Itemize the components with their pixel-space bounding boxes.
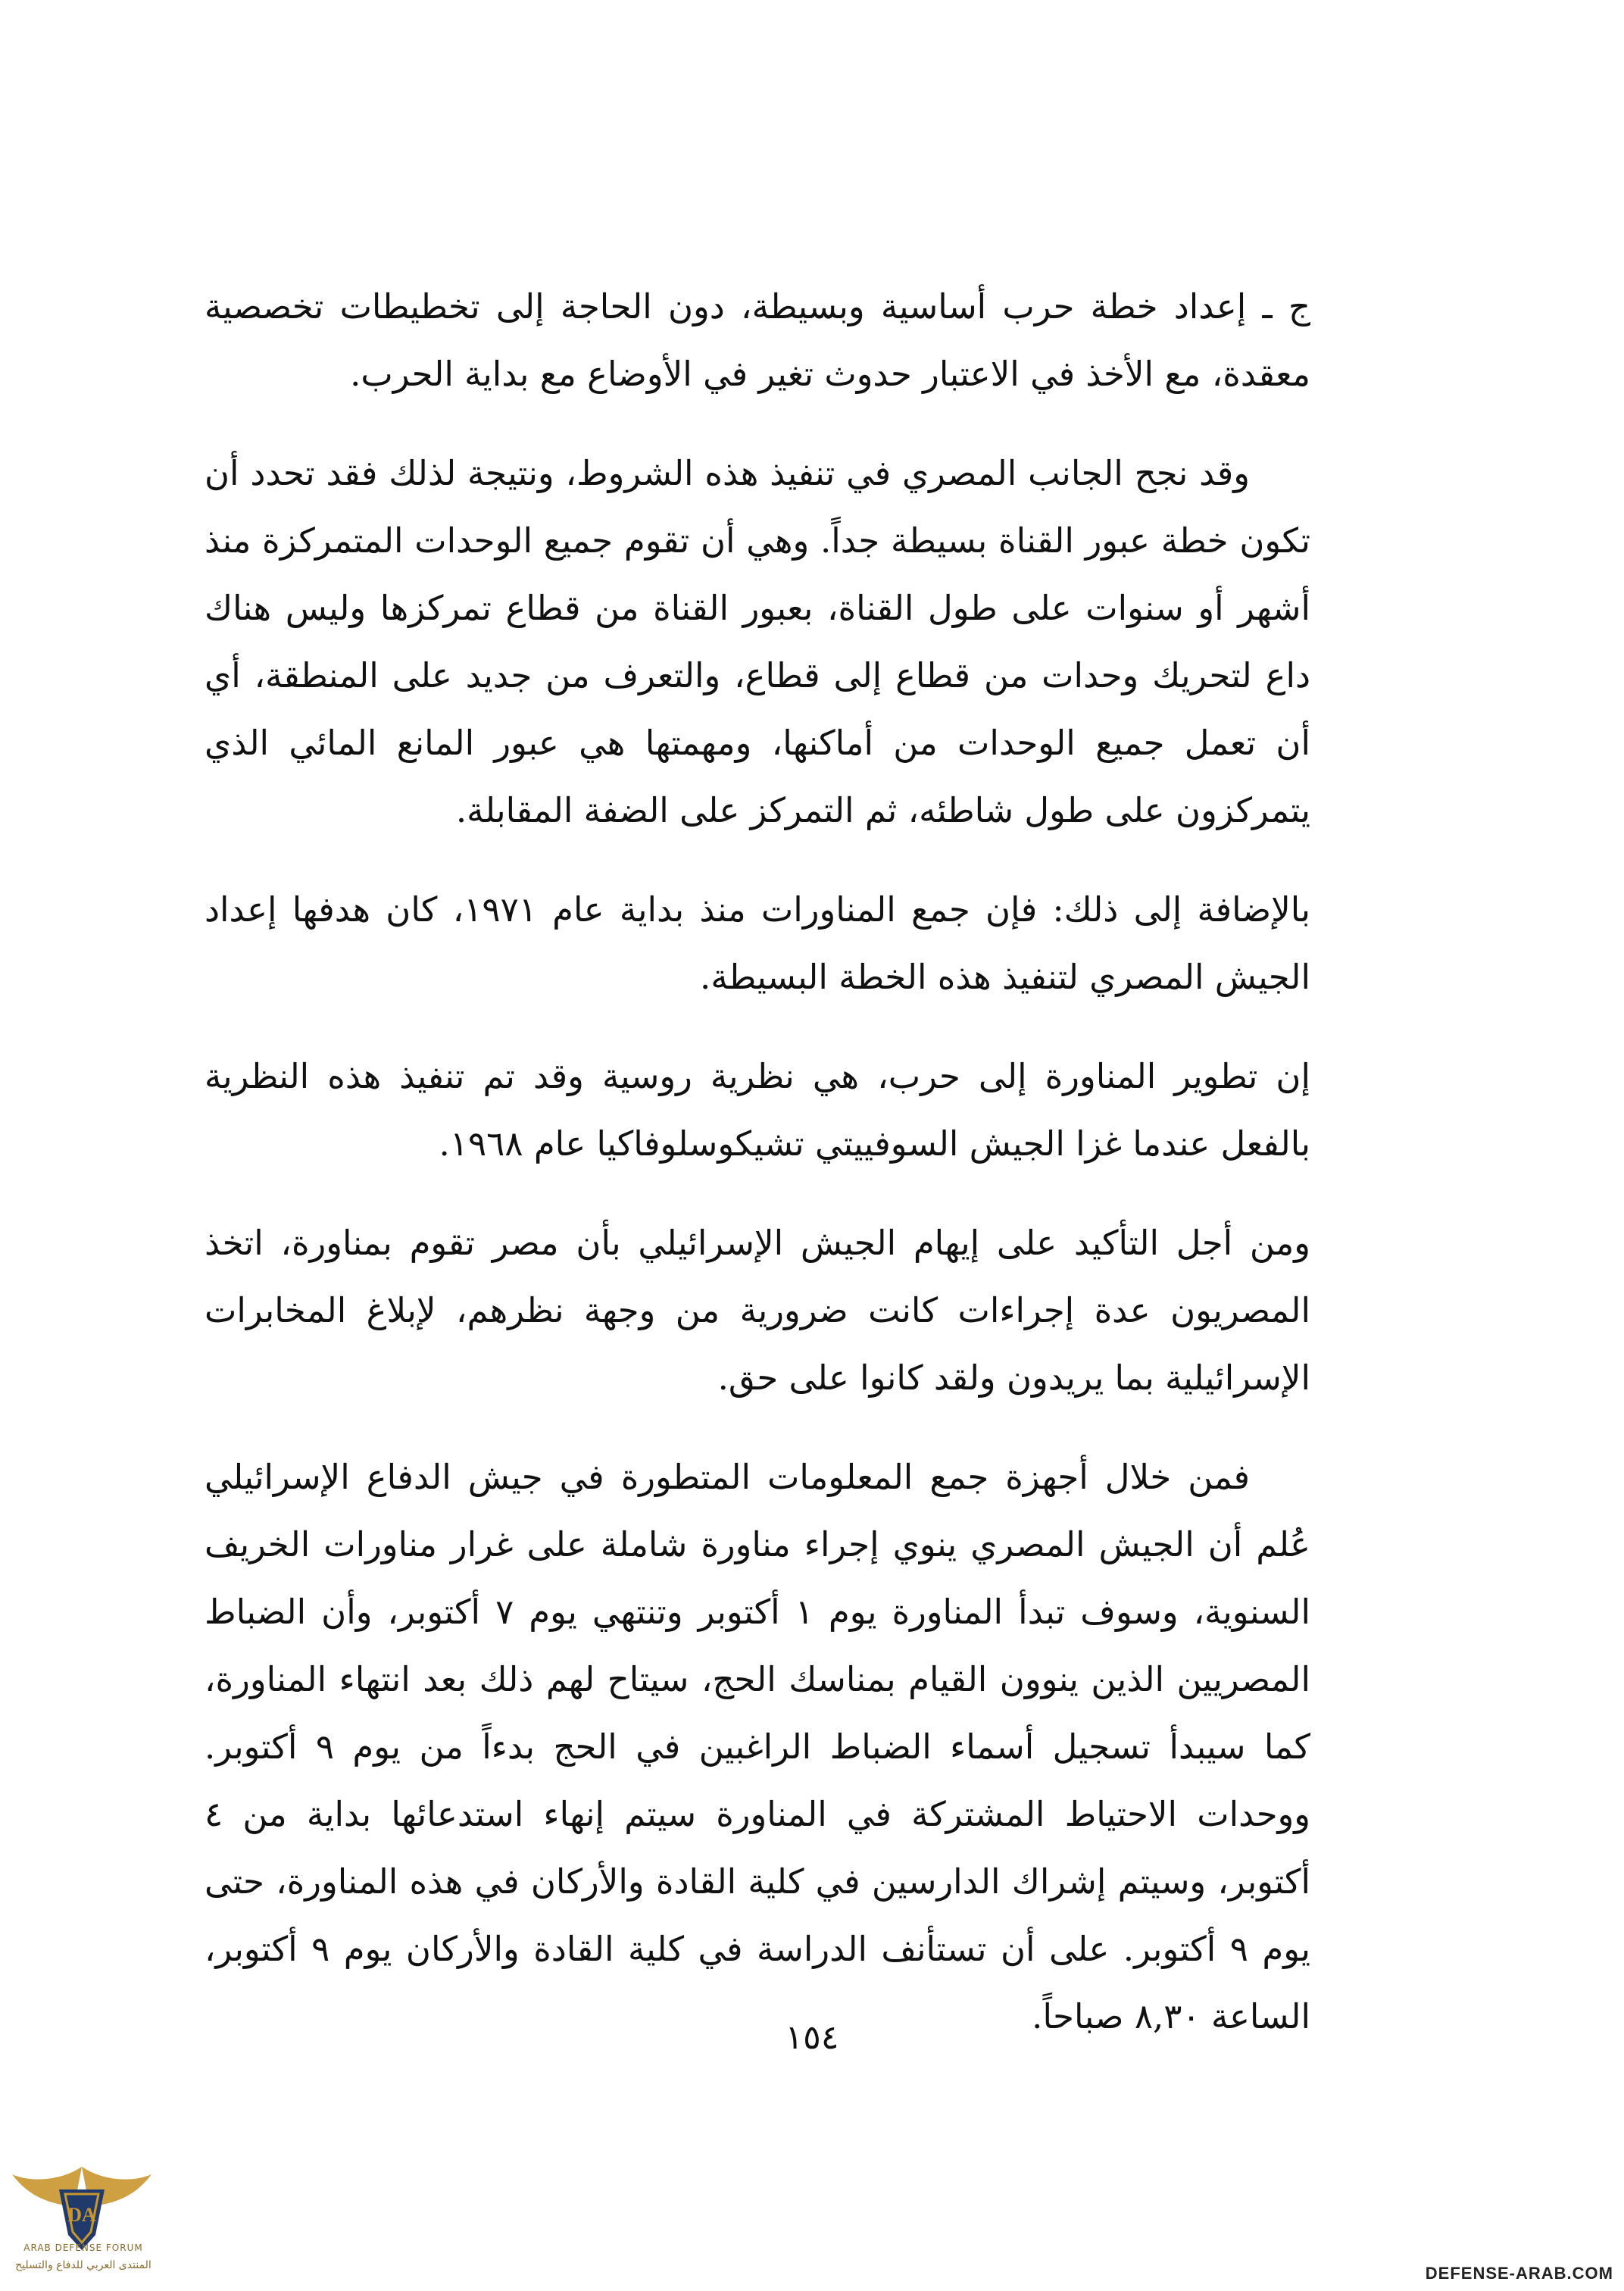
page-body xyxy=(205,273,1310,2082)
paragraph-list-item-c: ج ـ إعداد خطة حرب أساسية وبسيطة، دون الحاجة إلى تخطيطات تخصصية معقدة، مع الأخذ في الاعتبار حدوث تغير في الأوضاع مع بداية الحرب. xyxy=(205,286,1310,394)
paragraph-crossing-plan: وقد نجح الجانب المصري في تنفيذ هذه الشروط، ونتيجة لذلك فقد تحدد أن تكون خطة عبور القناة بسيطة جداً. وهي أن تقوم جميع الوحدات المتمركزة منذ أشهر أو سنوات على طول القناة، بعبور القناة من قطاع تمركزها وليس هناك داع لتحريك وحدات من قطاع إلى قطاع، والتعرف من جديد على المنطقة، أي أن تعمل جميع الوحدات من أماكنها، ومهمتها هي عبور المانع المائي الذي يتمركزون على طول شاطئه، ثم التمركز على الضفة المقابلة. xyxy=(205,453,1310,830)
site-watermark: DEFENSE-ARAB.COM xyxy=(1425,2264,1613,2283)
logo-initials: DA xyxy=(67,2204,96,2226)
logo-caption-ar: المنتدى العربي للدفاع والتسليح xyxy=(15,2259,151,2271)
paragraph-deception: ومن أجل التأكيد على إيهام الجيش الإسرائيلي بأن مصر تقوم بمناورة، اتخذ المصريون عدة إجراءات كانت ضرورية من وجهة نظرهم، لإبلاغ المخابرات الإسرائيلية بما يريدون ولقد كانوا على حق. xyxy=(205,1223,1311,1398)
paragraph-russian-theory: إن تطوير المناورة إلى حرب، هي نظرية روسية وقد تم تنفيذ هذه النظرية بالفعل عندما غزا الجيش السوفييتي تشيكوسلوفاكيا عام ١٩٦٨. xyxy=(205,1056,1310,1164)
page-number: ١٥٤ xyxy=(785,2018,839,2057)
paragraph-intelligence: فمن خلال أجهزة جمع المعلومات المتطورة في جيش الدفاع الإسرائيلي عُلم أن الجيش المصري ينوي إجراء مناورة شاملة على غرار مناورات الخريف السنوية، وسوف تبدأ المناورة يوم ١ أكتوبر وتنتهي يوم ٧ أكتوبر، وأن الضباط المصريين الذين ينوون القيام بمناسك الحج، سيتاح لهم ذلك بعد انتهاء المناورة، كما سيبدأ تسجيل أسماء الضباط الراغبين في الحج بدءاً من يوم ٩ أكتوبر. ووحدات الاحتياط المشتركة في المناورة سيتم إنهاء استدعائها بداية من ٤ أكتوبر، وسيتم إشراك الدارسين في كلية القادة والأركان في هذه المناورة، حتى يوم ٩ أكتوبر. على أن تستأنف الدراسة في كلية القادة والأركان يوم ٩ أكتوبر، الساعة ٨,٣٠ صباحاً. xyxy=(205,1457,1311,2036)
logo-caption-en: ARAB DEFENSE FORUM xyxy=(23,2243,143,2253)
paragraph-maneuvers-1971: بالإضافة إلى ذلك: فإن جمع المناورات منذ بداية عام ١٩٧١، كان هدفها إعداد الجيش المصري لتنفيذ هذه الخطة البسيطة. xyxy=(205,889,1310,997)
